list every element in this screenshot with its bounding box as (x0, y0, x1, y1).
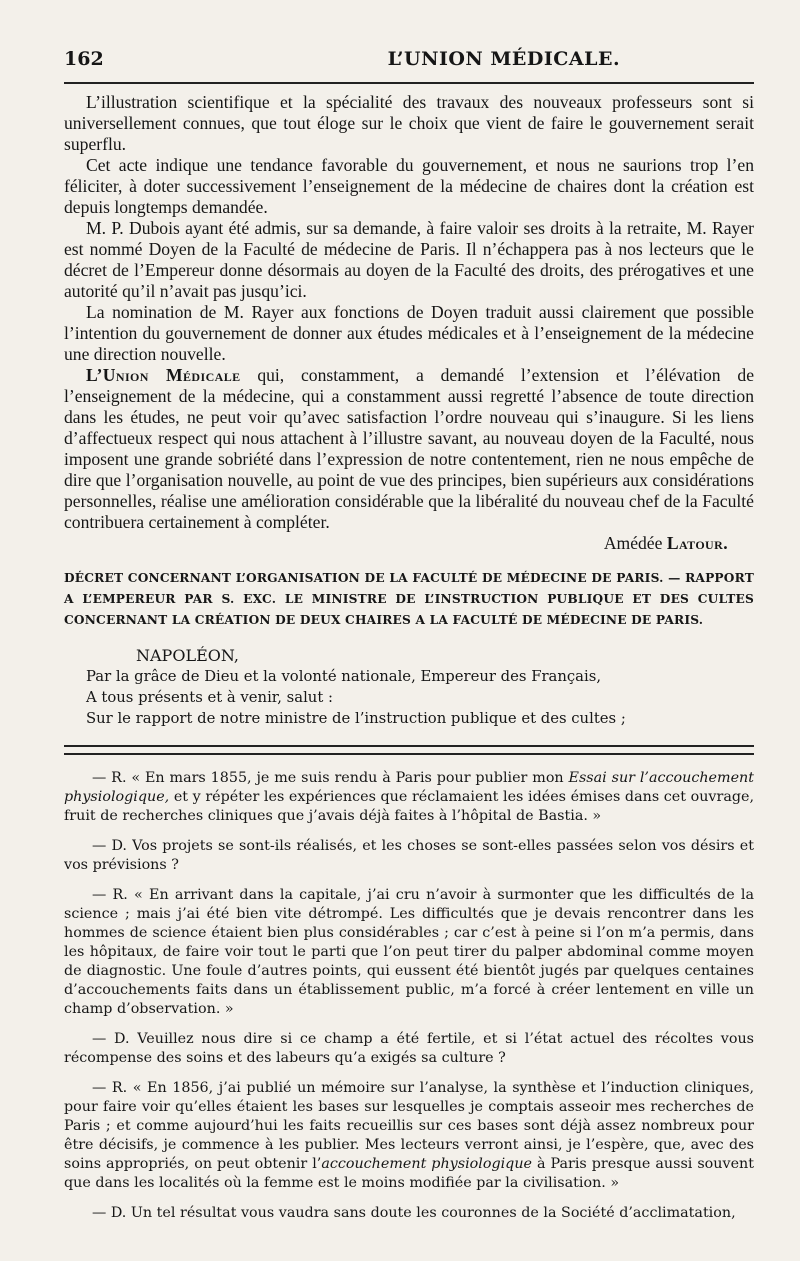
note-3: — R. « En arrivant dans la capitale, j’ai cru n’avoir à surmonter que les difficultés de la science ; mais j’ai été bien vite détrompé. Les difficultés que je devais rencontrer dans les hommes de science étaient bien plus considérables ; car c’est à peine si l’on m’a permis, dans les hôpitaux, de faire voir tout le parti que l’on peut tirer du palper abdominal comme moyen de diagnostic. Une foule d’autres points, qui eussent été bientôt jugés par quelques centaines d’accouchements faits dans un établissement public, m’a forcé à créer lentement en ville un champ d’observation. » (64, 887, 754, 1017)
signature-first-name: Amédée (603, 533, 667, 553)
header-rule (64, 82, 754, 84)
paragraph-4: La nomination de M. Rayer aux fonctions de Doyen traduit aussi clairement que possible l’intention du gouvernement de donner aux études médicales et à l’enseignement de la médecine une direction nouvelle. (64, 302, 754, 364)
note-2: — D. Vos projets se sont-ils réalisés, et les choses se sont-elles passées selon vos désirs et vos prévisions ? (64, 838, 754, 873)
decree-line-4: Sur le rapport de notre ministre de l’instruction publique et des cultes ; (86, 710, 626, 727)
decree-line-2: Par la grâce de Dieu et la volonté nationale, Empereur des Français, (86, 668, 602, 685)
signature (64, 533, 754, 554)
signature-last-name: Latour. (666, 533, 728, 553)
decree-heading: DÉCRET CONCERNANT L’ORGANISATION DE LA FACULTÉ DE MÉDECINE DE PARIS. — RAPPORT A L’EMPEREUR PAR S. EXC. LE MINISTRE DE L’INSTRUCTION PUBLIQUE ET DES CULTES CONCERNANT LA CRÉATION DE DEUX CHAIRES A LA FACULTÉ DE MÉDECINE DE PARIS. (64, 571, 754, 627)
journal-name: L’Union Médicale (86, 365, 241, 385)
note-4: — D. Veuillez nous dire si ce champ a été fertile, et si l’état actuel des récoltes vous récompense des soins et des labeurs qu’a exigés sa culture ? (64, 1031, 754, 1066)
page-number: 162 (64, 48, 104, 70)
decree-preamble (64, 645, 754, 729)
main-article (64, 92, 754, 533)
page-header (64, 48, 754, 70)
decree-line-napoleon: NAPOLÉON, (136, 646, 239, 665)
decree-line-3: A tous présents et à venir, salut : (86, 689, 333, 706)
page-body (64, 92, 754, 1234)
note-6: — D. Un tel résultat vous vaudra sans doute les couronnes de la Société d’acclimatation, (92, 1205, 736, 1221)
running-title: L’UNION MÉDICALE. (387, 48, 621, 70)
paragraph-5-text: qui, constamment, a demandé l’extension et l’élévation de l’enseignement de la médecine, qui a constamment aussi regretté l’absence de toute direction dans les études, ne peut voir qu’avec satisfaction l’ordre nouveau qui s’inaugure. Si les liens d’affectueux respect qui nous attachent à l’illustre savant, au nouveau doyen de la Faculté, nous imposent une grande sobriété dans l’expression de notre contentement, rien ne nous empêche de dire que l’organisation nouvelle, au point de vue des principes, bien supérieurs aux considérations personnelles, réalise une amélioration considérable que la libéralité du nouveau chef de la Faculté contribuera certainement à compléter. (64, 365, 755, 532)
paragraph-2: Cet acte indique une tendance favorable du gouvernement, et nous ne saurions trop l’en féliciter, à doter successivement l’enseignement de la médecine de chaires dont la création est depuis longtemps demandée. (64, 155, 754, 217)
note-1: — R. « En mars 1855, je me suis rendu à Paris pour publier mon Essai sur l’accouchement physiologique, et y répéter les expériences que réclamaient les idées émises dans cet ouvrage, fruit de recherches cliniques que j’avais déjà faites à l’hôpital de Bastia. » (64, 770, 754, 824)
feuilleton-notes (64, 769, 754, 1223)
paragraph-5 (64, 365, 754, 533)
section-divider (64, 745, 754, 755)
note-5: — R. « En 1856, j’ai publié un mémoire sur l’analyse, la synthèse et l’induction cliniques, pour faire voir qu’elles étaient les bases sur lesquelles je comptais asseoir mes recherches de Paris ; et comme aujourd’hui les faits recueillis sur ces bases sont déjà assez nombreux pour être décisifs, je commence à les publier. Mes lecteurs verront ainsi, je l’espère, que, avec des soins appropriés, on peut obtenir l’accouchement physiologique à Paris presque aussi souvent que dans les localités où la femme est le moins modifiée par la civilisation. » (64, 1080, 754, 1191)
book-title: Essai sur l’accouchement physiologique, (64, 770, 754, 805)
italic-term: accouchement physiologique (321, 1156, 532, 1172)
paragraph-1: L’illustration scientifique et la spécialité des travaux des nouveaux professeurs sont si universellement connues, que tout éloge sur le choix que vient de faire le gouvernement serait superflu. (64, 92, 754, 154)
paragraph-3: M. P. Dubois ayant été admis, sur sa demande, à faire valoir ses droits à la retraite, M. Rayer est nommé Doyen de la Faculté de médecine de Paris. Il n’échappera pas à nos lecteurs que le décret de l’Empereur donne désormais au doyen de la Faculté des droits, des prérogatives et une autorité qu’il n’avait pas jusqu’ici. (64, 218, 754, 301)
